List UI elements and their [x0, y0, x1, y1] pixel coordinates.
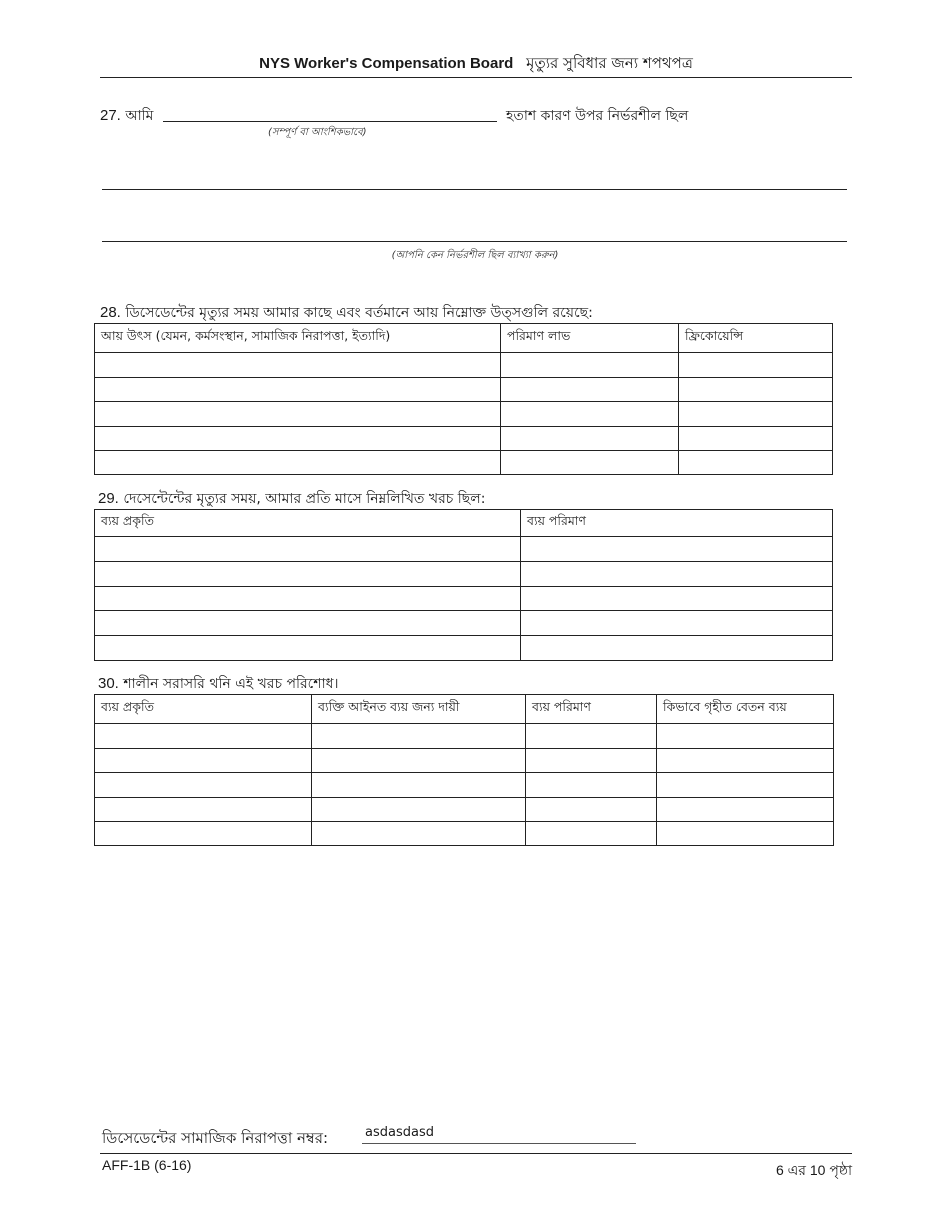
- table-header-row: [95, 695, 834, 724]
- expense-nature-cell[interactable]: [95, 587, 521, 611]
- table-row: [95, 798, 834, 822]
- responsible-person-cell[interactable]: [312, 798, 526, 822]
- table-header-row: [95, 324, 833, 353]
- column-header: ব্যয় পরিমাণ: [526, 695, 657, 724]
- expense-nature-cell[interactable]: [95, 724, 312, 749]
- q28-question: 28. ডিসেডেন্টের মৃত্যুর সময় আমার কাছে এবং বর্তমানে আয় নিম্নোক্ত উত্সগুলি রয়েছে:: [100, 304, 593, 321]
- q27-number-prefix: 27. আমি: [100, 107, 154, 124]
- table-row: [95, 636, 833, 661]
- income-source-cell[interactable]: [95, 353, 501, 378]
- expense-amount-cell[interactable]: [526, 822, 657, 846]
- q28-text: ডিসেডেন্টের মৃত্যুর সময় আমার কাছে এবং বর্তমানে আয় নিম্নোক্ত উত্সগুলি রয়েছে:: [125, 305, 593, 321]
- expense-nature-cell[interactable]: [95, 749, 312, 773]
- expense-nature-cell[interactable]: [95, 822, 312, 846]
- expense-nature-cell[interactable]: [95, 611, 521, 636]
- column-header: ব্যক্তি আইনত ব্যয় জন্য দায়ী: [312, 695, 526, 724]
- q27-degree-hint: (সম্পূর্ণ বা আংশিকভাবে): [268, 127, 367, 138]
- table-header-row: [95, 510, 833, 537]
- table-row: [95, 749, 834, 773]
- table-row: [95, 724, 834, 749]
- table-row: [95, 353, 833, 378]
- payment-method-cell[interactable]: [657, 822, 834, 846]
- expense-amount-cell[interactable]: [521, 587, 833, 611]
- monthly-expenses-table: [94, 509, 833, 661]
- column-header: ব্যয় প্রকৃতি: [95, 695, 312, 724]
- footer-rule: [100, 1153, 852, 1154]
- amount-cell[interactable]: [501, 402, 679, 427]
- table-row: [95, 427, 833, 451]
- expense-amount-cell[interactable]: [521, 611, 833, 636]
- table-row: [95, 451, 833, 475]
- responsible-person-cell[interactable]: [312, 822, 526, 846]
- expense-amount-cell[interactable]: [526, 773, 657, 798]
- column-header: ব্যয় পরিমাণ: [521, 510, 833, 537]
- page-header: [100, 52, 852, 77]
- expense-amount-cell[interactable]: [526, 798, 657, 822]
- form-code: AFF-1B (6-16): [102, 1157, 192, 1173]
- expense-nature-cell[interactable]: [95, 773, 312, 798]
- expense-amount-cell[interactable]: [526, 749, 657, 773]
- expense-amount-cell[interactable]: [526, 724, 657, 749]
- responsible-person-cell[interactable]: [312, 724, 526, 749]
- amount-cell[interactable]: [501, 427, 679, 451]
- table-row: [95, 587, 833, 611]
- payment-method-cell[interactable]: [657, 773, 834, 798]
- form-title: মৃত্যুর সুবিধার জন্য শপথপত্র: [526, 54, 693, 72]
- expenses-paid-table: [94, 694, 834, 846]
- q27-explanation-line-1[interactable]: [102, 189, 847, 190]
- income-source-cell[interactable]: [95, 378, 501, 402]
- q29-text: দেসেন্টেন্টের মৃত্যুর সময়, আমার প্রতি মাসে নিম্নলিখিত খরচ ছিল:: [123, 491, 486, 507]
- ssn-label: ডিসেডেন্টের সামাজিক নিরাপত্তা নম্বর:: [102, 1129, 329, 1147]
- table-row: [95, 562, 833, 587]
- column-header: পরিমাণ লাভ: [501, 324, 679, 353]
- q30-question: 30. শালীন সরাসরি থনি এই খরচ পরিশোধ।: [98, 675, 339, 692]
- page-number: 6 এর 10 পৃষ্ঠা: [775, 1162, 852, 1178]
- table-row: [95, 378, 833, 402]
- income-source-cell[interactable]: [95, 451, 501, 475]
- amount-cell[interactable]: [501, 378, 679, 402]
- q27-suffix: হতাশ কারণ উপর নির্ভরশীল ছিল: [506, 108, 689, 124]
- responsible-person-cell[interactable]: [312, 773, 526, 798]
- responsible-person-cell[interactable]: [312, 749, 526, 773]
- amount-cell[interactable]: [501, 451, 679, 475]
- table-row: [95, 611, 833, 636]
- payment-method-cell[interactable]: [657, 798, 834, 822]
- frequency-cell[interactable]: [679, 427, 833, 451]
- payment-method-cell[interactable]: [657, 724, 834, 749]
- table-row: [95, 773, 834, 798]
- q27-explain-hint: (আপনি কেন নির্ভরশীল ছিল ব্যাখ্যা করুন): [391, 250, 559, 261]
- expense-nature-cell[interactable]: [95, 798, 312, 822]
- payment-method-cell[interactable]: [657, 749, 834, 773]
- ssn-field[interactable]: asdasdasd: [362, 1125, 636, 1144]
- expense-amount-cell[interactable]: [521, 562, 833, 587]
- expense-amount-cell[interactable]: [521, 636, 833, 661]
- q27-prefix: আমি: [125, 108, 154, 124]
- q27-degree-field[interactable]: [163, 103, 497, 122]
- table-row: [95, 822, 834, 846]
- column-header: আয় উৎস (যেমন, কর্মসংস্থান, সামাজিক নিরাপত্তা, ইত্যাদি): [95, 324, 501, 353]
- q27-explanation-line-2[interactable]: [102, 241, 847, 242]
- column-header: ফ্রিকোয়েন্সি: [679, 324, 833, 353]
- q29-question: 29. দেসেন্টেন্টের মৃত্যুর সময়, আমার প্রতি মাসে নিম্নলিখিত খরচ ছিল:: [98, 490, 486, 507]
- expense-amount-cell[interactable]: [521, 537, 833, 562]
- frequency-cell[interactable]: [679, 353, 833, 378]
- org-name: NYS Worker's Compensation Board: [259, 55, 514, 72]
- column-header: কিভাবে গৃহীত বেতন ব্যয়: [657, 695, 834, 724]
- frequency-cell[interactable]: [679, 451, 833, 475]
- expense-nature-cell[interactable]: [95, 537, 521, 562]
- income-source-cell[interactable]: [95, 427, 501, 451]
- expense-nature-cell[interactable]: [95, 562, 521, 587]
- header-rule: [100, 77, 852, 78]
- table-row: [95, 402, 833, 427]
- table-row: [95, 537, 833, 562]
- expense-nature-cell[interactable]: [95, 636, 521, 661]
- amount-cell[interactable]: [501, 353, 679, 378]
- income-source-cell[interactable]: [95, 402, 501, 427]
- q30-text: শালীন সরাসরি থনি এই খরচ পরিশোধ।: [123, 676, 339, 692]
- frequency-cell[interactable]: [679, 378, 833, 402]
- income-sources-table: [94, 323, 833, 475]
- frequency-cell[interactable]: [679, 402, 833, 427]
- column-header: ব্যয় প্রকৃতি: [95, 510, 521, 537]
